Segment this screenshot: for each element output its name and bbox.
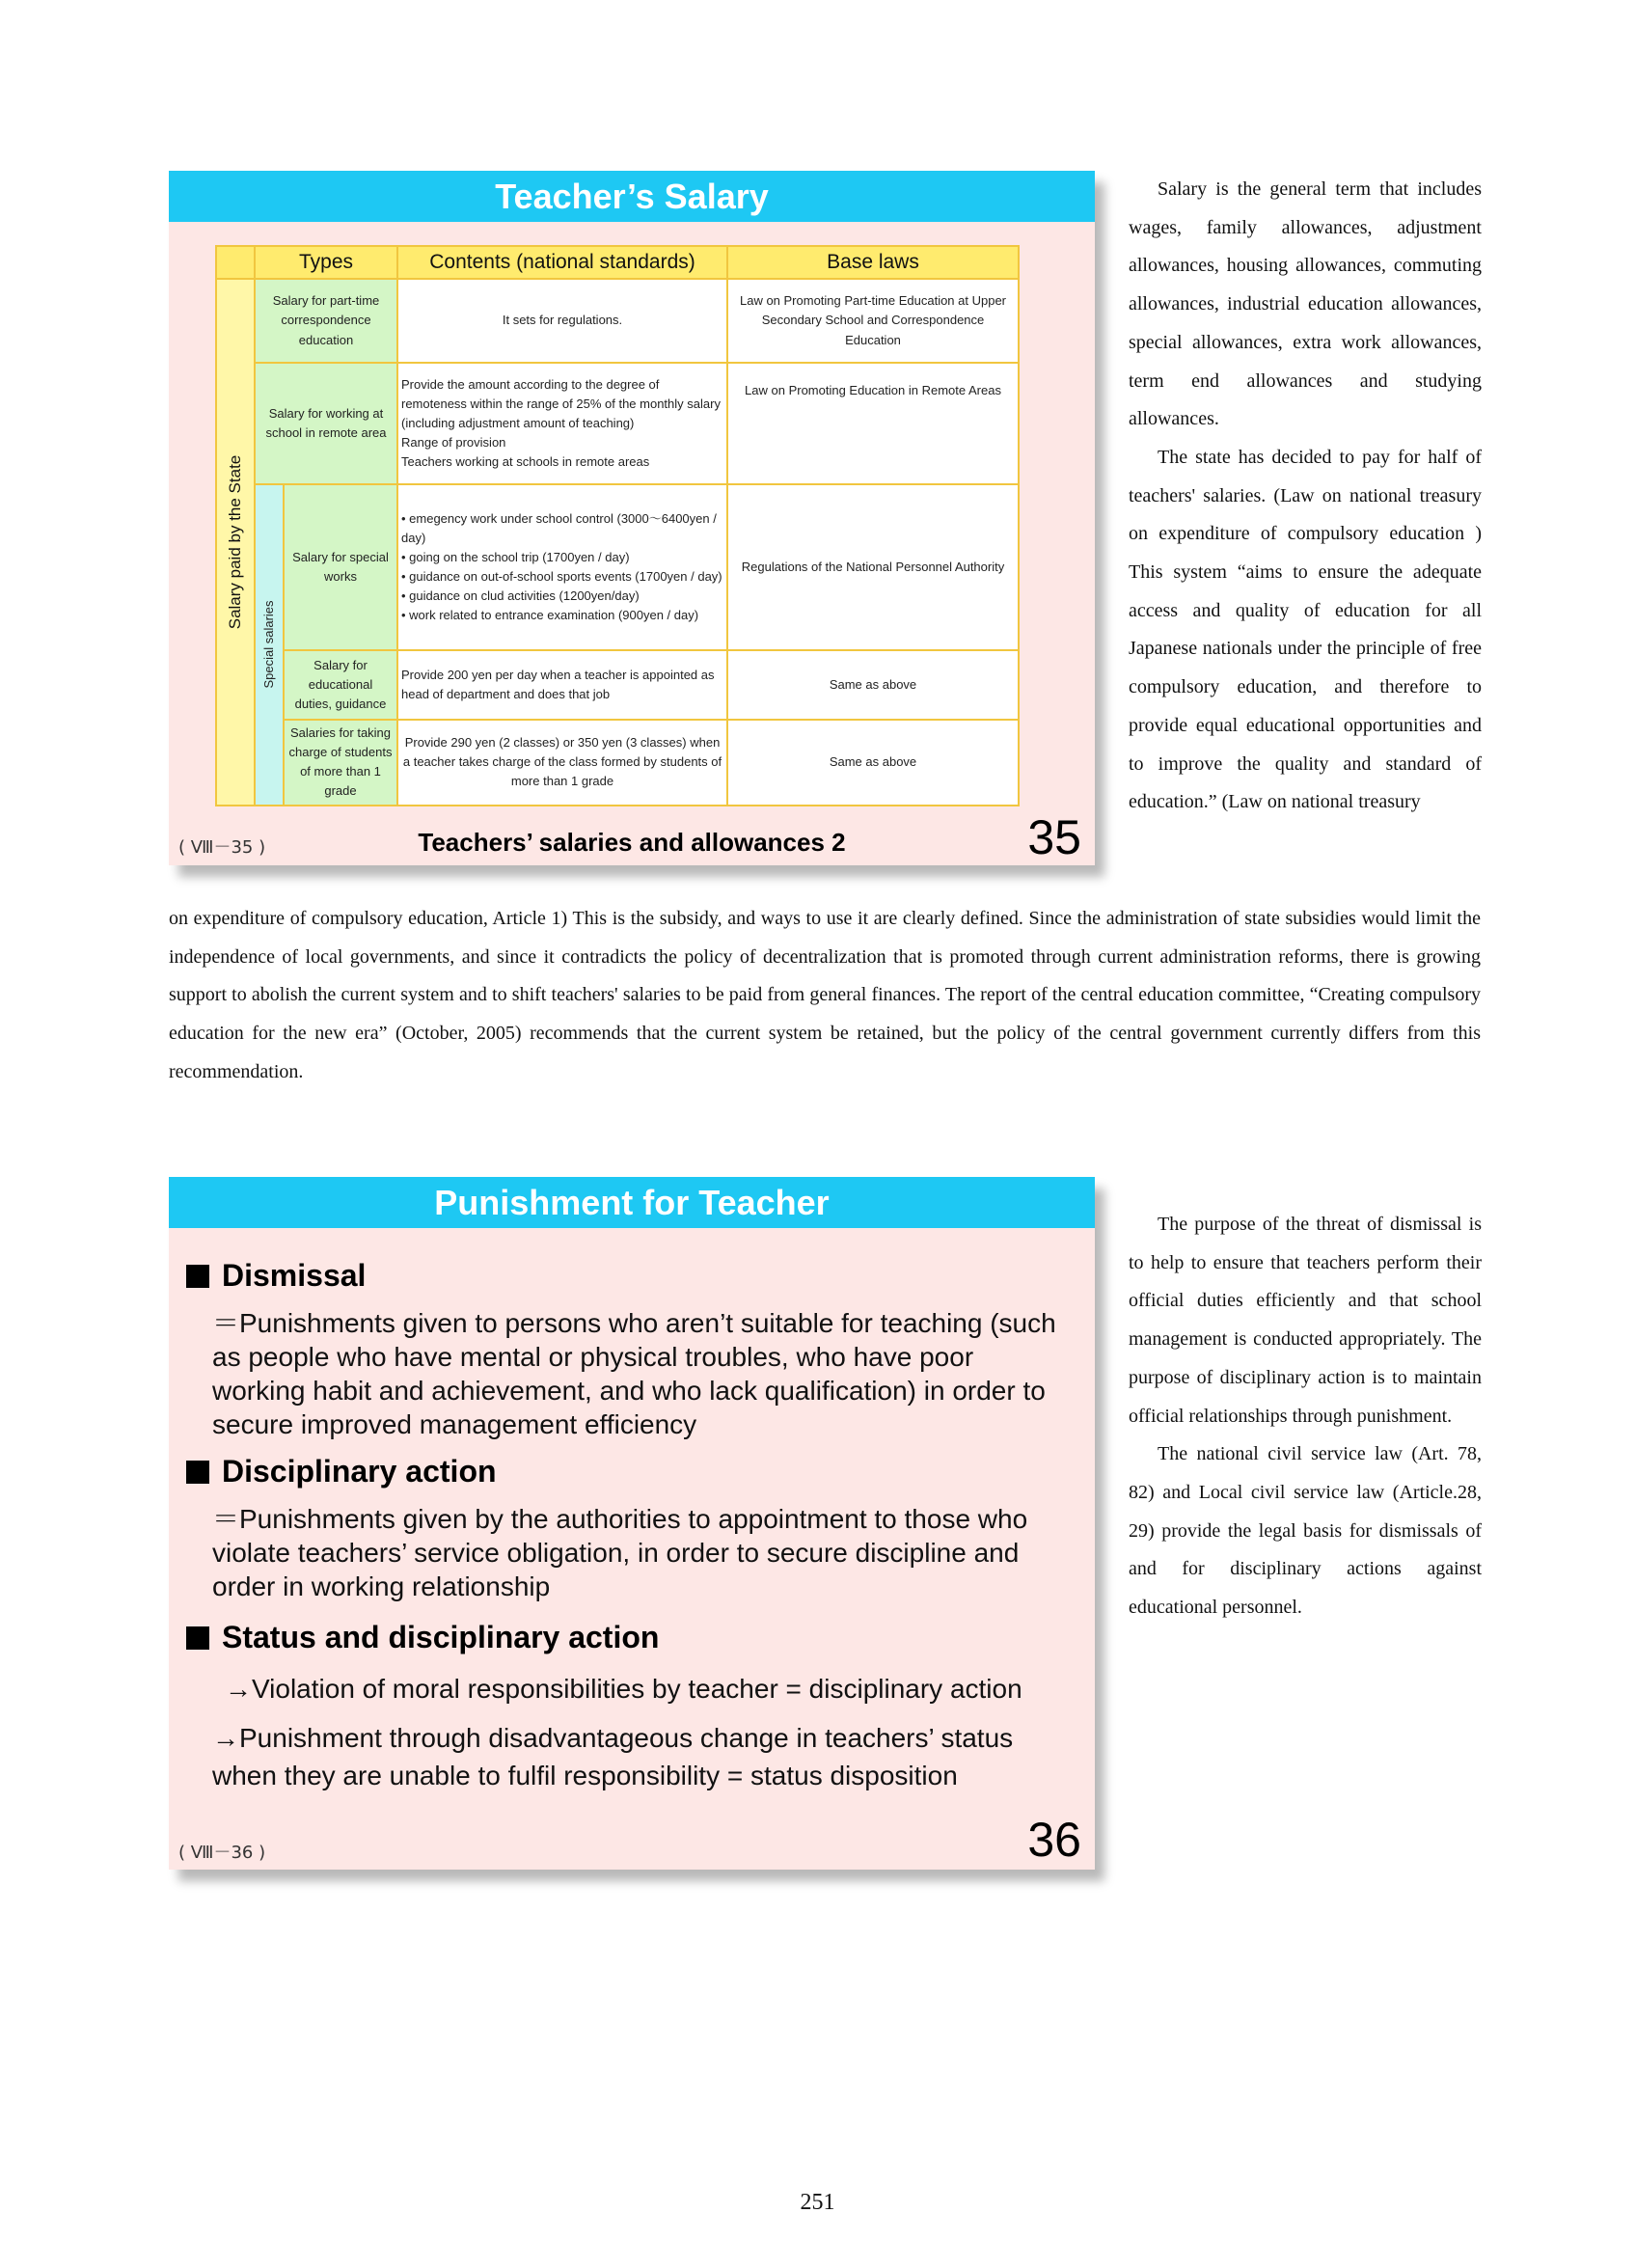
slide-caption: Teachers’ salaries and allowances 2: [418, 828, 846, 857]
section-heading: [186, 1620, 659, 1655]
content-cell: [397, 363, 727, 484]
law-cell: Regulations of the National Personnel Authority: [727, 484, 1019, 650]
square-bullet-icon: [186, 1265, 209, 1288]
type-cell: Salaries for taking charge of students of more than 1 grade: [284, 720, 397, 806]
law-cell: Law on Promoting Education in Remote Areas: [727, 363, 1019, 484]
slide-title: Teacher’s Salary: [169, 171, 1095, 222]
content-cell: It sets for regulations.: [397, 279, 727, 363]
slide-reference: ( Ⅷ－35 ): [178, 837, 266, 858]
slide-number: 36: [1027, 1813, 1081, 1867]
table-row: [216, 650, 1019, 720]
punishment-side-text: [1129, 1206, 1482, 1627]
law-cell: Same as above: [727, 650, 1019, 720]
content-line: Teachers working at schools in remote areas: [401, 454, 650, 470]
content-line: • work related to entrance examination (900yen / day): [401, 608, 699, 623]
heading-text: Status and disciplinary action: [222, 1620, 660, 1654]
content-line: • going on the school trip (1700yen / day): [401, 549, 630, 564]
slide-punishment-for-teacher: [169, 1177, 1095, 1870]
salary-side-text: [1129, 171, 1482, 822]
paragraph: The national civil service law (Art. 78, 82) and Local civil service law (Article.28, 29) provide the legal basis for dismissals of and for disciplinary actions against educational personnel.: [1129, 1443, 1482, 1619]
paragraph: The purpose of the threat of dismissal is to help to ensure that teachers perform their official duties efficiently and that school management is conducted appropriately. The purpose of disciplinary action is to maintain official relationships through punishment.: [1129, 1214, 1482, 1427]
content-line: • emegency work under school control (3000～6400yen / day): [401, 510, 717, 545]
type-cell: Salary for part-time correspondence education: [255, 279, 397, 363]
state-salary-label: Salary paid by the State: [225, 454, 244, 630]
table-header-contents: Contents (national standards): [397, 246, 727, 279]
content-line: • guidance on out-of-school sports events (1700yen / day): [401, 569, 722, 584]
content-cell: [397, 484, 727, 650]
state-salary-column: [216, 279, 255, 806]
salary-continuation-text: on expenditure of compulsory education, Article 1) This is the subsidy, and ways to use it are clearly defined. Since the administration of state subsidies would limit the independence of local governments, and since it contradicts the policy of decentralization that is promoted through current administration reforms, there is growing support to abolish the current system and to shift teachers' salaries to be paid from general finances. The report of the central education committee, “Creating compulsory education for the new era” (October, 2005) recommends that the current system be retained, but the policy of the central government currently differs from this recommendation.: [169, 908, 1481, 1082]
table-header-corner: [216, 246, 255, 279]
content-cell: Provide 200 yen per day when a teacher is appointed as head of department and does that job: [397, 650, 727, 720]
content-line: Range of provision: [401, 435, 506, 451]
section-line: →Punishment through disadvantageous change in teachers’ status when they are unable to fulfil responsibility = status disposition: [212, 1723, 1014, 1790]
special-salaries-label: Special salaries: [260, 600, 276, 689]
square-bullet-icon: [186, 1626, 209, 1650]
slide-number: 35: [1027, 810, 1081, 864]
table-row: [216, 279, 1019, 363]
paragraph: The state has decided to pay for half of teachers' salaries. (Law on national treasury on expenditure of compulsory education ) This system “aims to ensure the adequate access and quality of education for all Japanese nationals under the principle of free compulsory education, and therefore to provide equal educational opportunities and to improve the quality and standard of education.” (Law on national treasury: [1129, 446, 1482, 813]
slide-reference: ( Ⅷ－36 ): [178, 1843, 266, 1863]
content-line: Provide the amount according to the degree of remoteness within the range of 25% of the monthly salary (including adjustment amount of teaching): [401, 376, 721, 430]
table-header-row: [216, 246, 1019, 279]
content-line: • guidance on clud activities (1200yen/day): [401, 588, 640, 604]
table-row: [216, 484, 1019, 650]
heading-text: Disciplinary action: [222, 1454, 497, 1489]
special-salaries-column: [255, 484, 284, 806]
type-cell: Salary for special works: [284, 484, 397, 650]
section-heading: [186, 1454, 497, 1489]
page-number: 251: [800, 2190, 835, 2215]
square-bullet-icon: [186, 1461, 209, 1484]
table-row: [216, 720, 1019, 806]
paragraph: Salary is the general term that includes wages, family allowances, adjustment allowances, housing allowances, commuting allowances, industrial education allowances, special allowances, extra work allowances, term end allowances and studying allowances.: [1129, 178, 1482, 430]
salary-table: [215, 245, 1020, 806]
heading-text: Dismissal: [222, 1258, 367, 1293]
section-body: ＝Punishments given by the authorities to appointment to those who violate teachers’ service obligation, in order to secure discipline and order in working relationship: [212, 1504, 1028, 1601]
law-cell: Law on Promoting Part-time Education at Upper Secondary School and Correspondence Education: [727, 279, 1019, 363]
slide-teachers-salary: [169, 171, 1095, 865]
section-body: ＝Punishments given to persons who aren’t suitable for teaching (such as people who have mental or physical troubles, who have poor working habit and achievement, and who lack qualification) in order to secure improved management efficiency: [212, 1308, 1056, 1439]
table-header-types: Types: [255, 246, 397, 279]
table-row: [216, 363, 1019, 484]
law-cell: Same as above: [727, 720, 1019, 806]
table-header-base-laws: Base laws: [727, 246, 1019, 279]
slide-title: Punishment for Teacher: [169, 1177, 1095, 1228]
type-cell: Salary for educational duties, guidance: [284, 650, 397, 720]
content-cell: Provide 290 yen (2 classes) or 350 yen (3 classes) when a teacher takes charge of the class formed by students of more than 1 grade: [397, 720, 727, 806]
section-heading: [186, 1258, 366, 1294]
type-cell: Salary for working at school in remote area: [255, 363, 397, 484]
section-line: →Violation of moral responsibilities by teacher = disciplinary action: [225, 1674, 1022, 1704]
